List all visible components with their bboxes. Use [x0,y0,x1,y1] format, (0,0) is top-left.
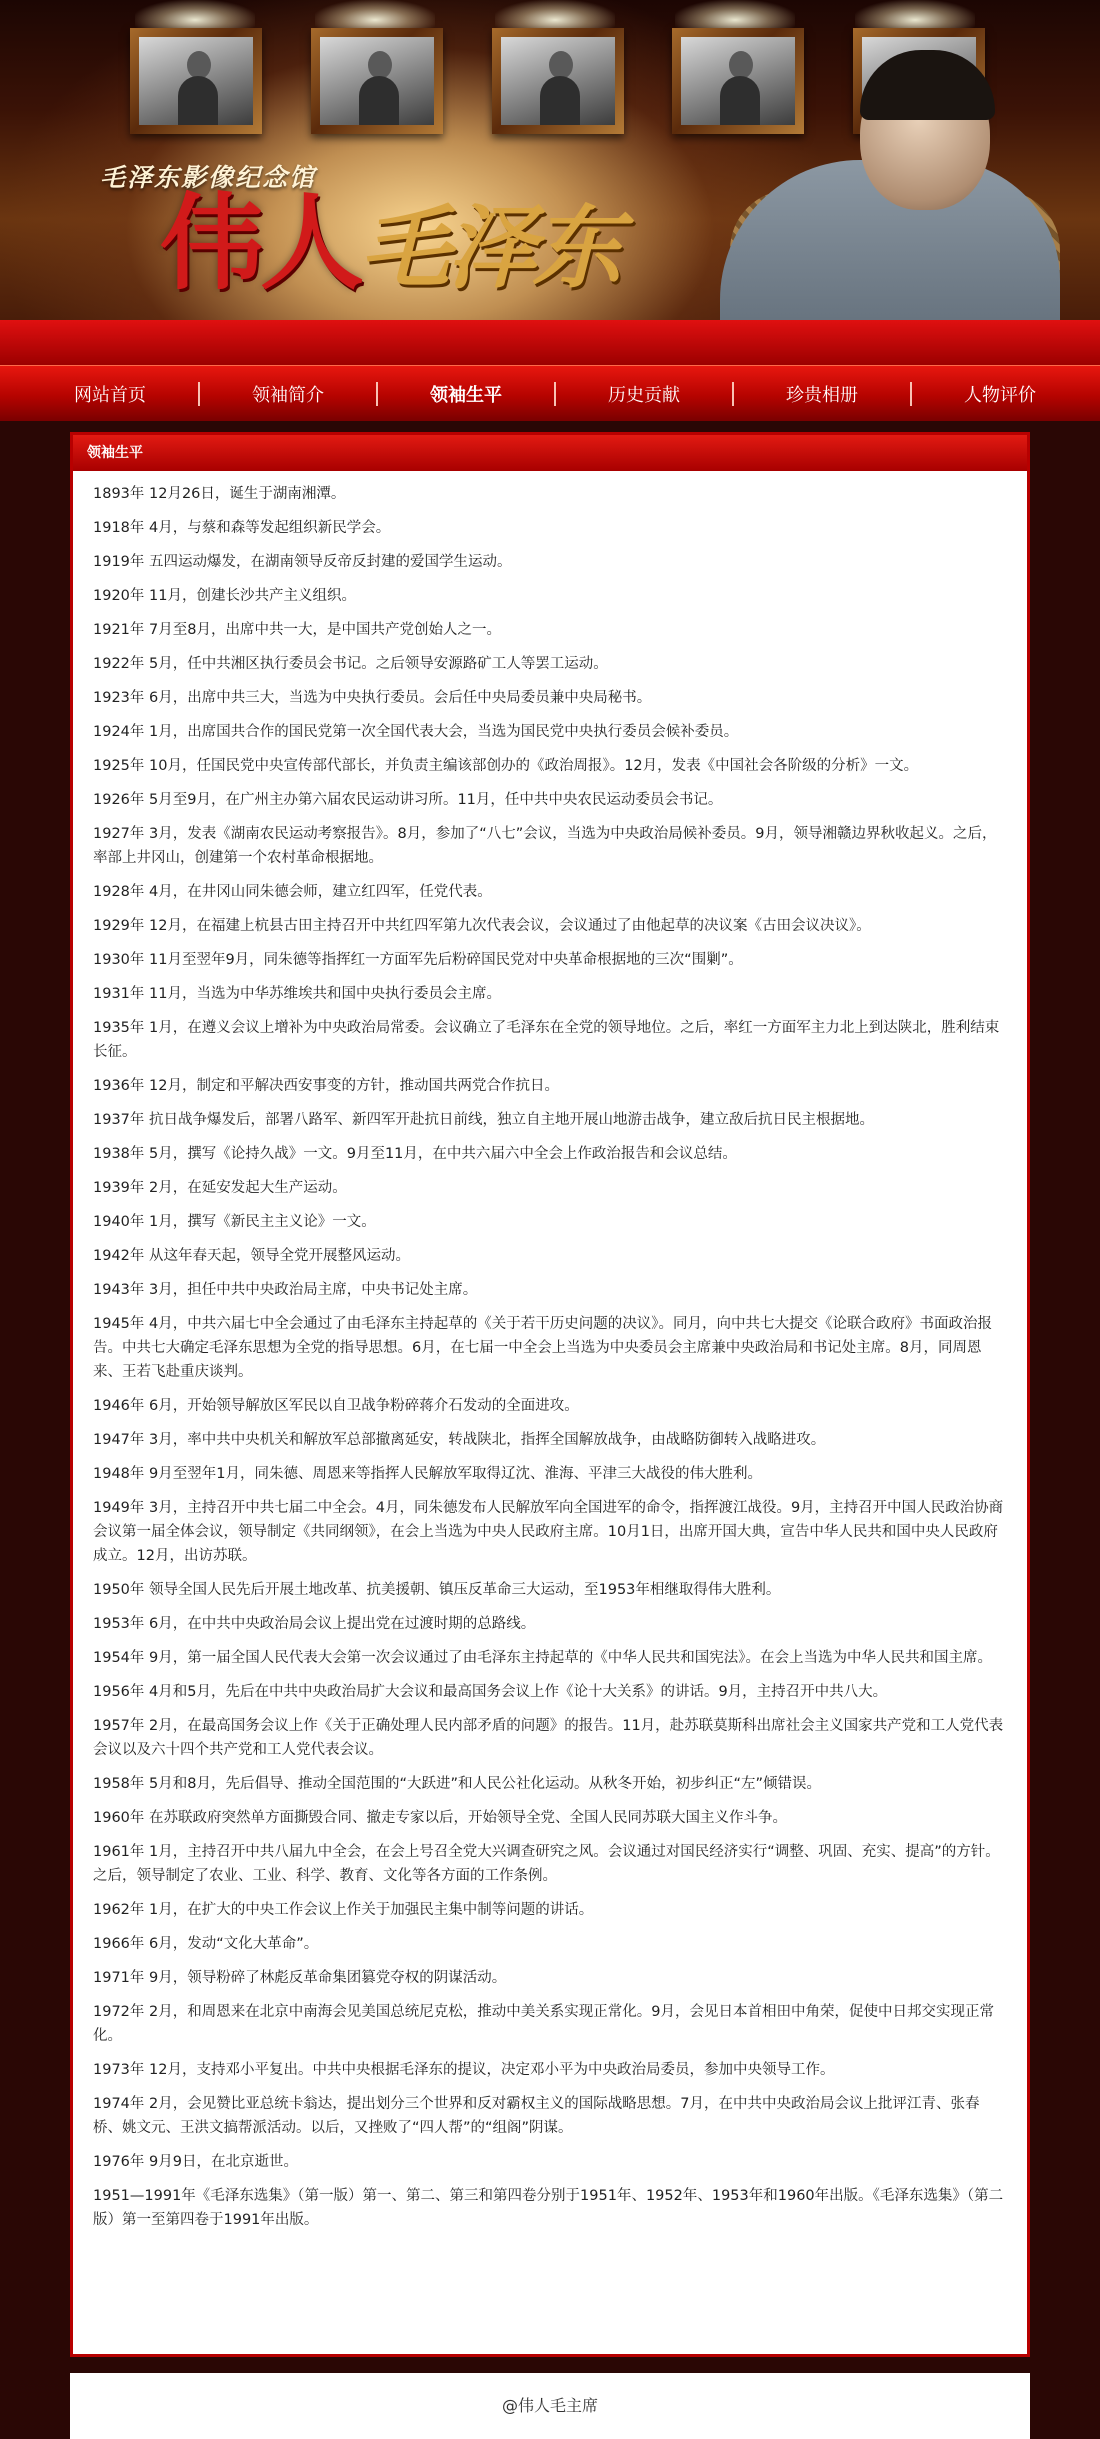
timeline-entry: 1958年 5月和8月，先后倡导、推动全国范围的“大跃进”和人民公社化运动。从秋冬开始，初步纠正“左”倾错误。 [93,1776,822,1792]
timeline-entry: 1931年 11月，当选为中华苏维埃共和国中央执行委员会主席。 [93,986,501,1002]
timeline-entry: 1949年 3月，主持召开中共七届二中全会。4月，同朱德发布人民解放军向全国进军的命令，指挥渡江战役。9月，主持召开中国人民政治协商会议第一届全体会议，领导制定《共同纲领》，在会上当选为中央人民政府主席。10月1日，出席开国大典，宣告中华人民共和国中央人民政府成立。12月，出访苏联。 [93,1500,1004,1564]
timeline-entry: 1948年 9月至翌年1月，同朱德、周恩来等指挥人民解放军取得辽沈、淮海、平津三大战役的伟大胜利。 [93,1466,762,1482]
framed-photo [311,28,443,134]
timeline-entry: 1936年 12月，制定和平解决西安事变的方针，推动国共两党合作抗日。 [93,1078,559,1094]
timeline-entry: 1960年 在苏联政府突然单方面撕毁合同、撤走专家以后，开始领导全党、全国人民同苏联大国主义作斗争。 [93,1810,788,1826]
site-header [0,0,1100,365]
nav-separator [376,382,378,406]
nav-item-profile[interactable]: 领袖简介 [252,384,324,406]
timeline-entry: 1943年 3月，担任中共中央政治局主席，中央书记处主席。 [93,1282,478,1298]
nav-separator [198,382,200,406]
timeline-entry: 1946年 6月，开始领导解放区军民以自卫战争粉碎蒋介石发动的全面进攻。 [93,1398,579,1414]
timeline-entry: 1945年 4月，中共六届七中全会通过了由毛泽东主持起草的《关于若干历史问题的决议》。同月，向中共七大提交《论联合政府》书面政治报告。中共七大确定毛泽东思想为全党的指导思想。6月，在七届一中全会上当选为中央委员会主席兼中央政治局和书记处主席。8月，同周恩来、王若飞赴重庆谈判。 [93,1316,992,1380]
timeline-entry: 1966年 6月，发动“文化大革命”。 [93,1936,319,1952]
portrait-illustration [610,40,1100,365]
timeline-list [73,471,1027,2237]
nav-separator [732,382,734,406]
timeline-entry: 1919年 五四运动爆发，在湖南领导反帝反封建的爱国学生运动。 [93,554,512,570]
timeline-entry: 1924年 1月，出席国共合作的国民党第一次全国代表大会，当选为国民党中央执行委员会候补委员。 [93,724,739,740]
header-ribbon [0,320,1100,365]
timeline-entry: 1921年 7月至8月，出席中共一大，是中国共产党创始人之一。 [93,622,501,638]
timeline-entry: 1940年 1月，撰写《新民主主义论》一文。 [93,1214,376,1230]
nav-separator [554,382,556,406]
timeline-entry: 1923年 6月，出席中共三大，当选为中央执行委员。会后任中央局委员兼中央局秘书。 [93,690,652,706]
timeline-entry: 1920年 11月，创建长沙共产主义组织。 [93,588,356,604]
biography-panel [70,432,1030,2357]
timeline-entry: 1939年 2月，在延安发起大生产运动。 [93,1180,347,1196]
timeline-entry: 1956年 4月和5月，先后在中共中央政治局扩大会议和最高国务会议上作《论十大关系》的讲话。9月，主持召开中共八大。 [93,1684,888,1700]
footer: @伟人毛主席 [70,2373,1030,2439]
timeline-entry: 1922年 5月，任中共湘区执行委员会书记。之后领导安源路矿工人等罢工运动。 [93,656,608,672]
nav-separator [910,382,912,406]
framed-photo [492,28,624,134]
timeline-entry: 1953年 6月，在中共中央政治局会议上提出党在过渡时期的总路线。 [93,1616,536,1632]
timeline-entry: 1928年 4月，在井冈山同朱德会师，建立红四军，任党代表。 [93,884,492,900]
timeline-entry: 1954年 9月，第一届全国人民代表大会第一次会议通过了由毛泽东主持起草的《中华人民共和国宪法》。在会上当选为中华人民共和国主席。 [93,1650,992,1666]
nav-item-home[interactable]: 网站首页 [74,384,146,406]
timeline-entry: 1927年 3月，发表《湖南农民运动考察报告》。8月，参加了“八七”会议，当选为中央政治局候补委员。9月，领导湘赣边界秋收起义。之后，率部上井冈山，创建第一个农村革命根据地。 [93,826,997,866]
timeline-entry: 1938年 5月，撰写《论持久战》一文。9月至11月，在中共六届六中全会上作政治报告和会议总结。 [93,1146,737,1162]
main-nav [0,365,1100,421]
calligraphy-red: 伟人 [160,181,361,304]
timeline-entry: 1942年 从这年春天起，领导全党开展整风运动。 [93,1248,411,1264]
timeline-entry: 1937年 抗日战争爆发后，部署八路军、新四军开赴抗日前线，独立自主地开展山地游击战争，建立敌后抗日民主根据地。 [93,1112,875,1128]
nav-item-contributions[interactable]: 历史贡献 [608,384,680,406]
timeline-entry: 1972年 2月，和周恩来在北京中南海会见美国总统尼克松，推动中美关系实现正常化。9月，会见日本首相田中角荣，促使中日邦交实现正常化。 [93,2004,994,2044]
timeline-entry: 1929年 12月，在福建上杭县古田主持召开中共红四军第九次代表会议，会议通过了由他起草的决议案《古田会议决议》。 [93,918,871,934]
timeline-entry: 1947年 3月，率中共中央机关和解放军总部撤离延安，转战陕北，指挥全国解放战争，由战略防御转入战略进攻。 [93,1432,826,1448]
timeline-entry: 1893年 12月26日，诞生于湖南湘潭。 [93,486,346,502]
calligraphy-logo [160,181,619,304]
timeline-entry: 1976年 9月9日，在北京逝世。 [93,2154,298,2170]
timeline-entry: 1918年 4月，与蔡和森等发起组织新民学会。 [93,520,391,536]
timeline-entry: 1973年 12月，支持邓小平复出。中共中央根据毛泽东的提议，决定邓小平为中央政治局委员，参加中央领导工作。 [93,2062,835,2078]
framed-photo [130,28,262,134]
timeline-entry: 1962年 1月，在扩大的中央工作会议上作关于加强民主集中制等问题的讲话。 [93,1902,594,1918]
calligraphy-gold: 毛泽东 [360,195,619,301]
nav-item-evaluations[interactable]: 人物评价 [964,384,1036,406]
timeline-entry: 1926年 5月至9月，在广州主办第六届农民运动讲习所。11月，任中共中央农民运动委员会书记。 [93,792,723,808]
timeline-entry: 1974年 2月，会见赞比亚总统卡翁达，提出划分三个世界和反对霸权主义的国际战略思想。7月，在中共中央政治局会议上批评江青、张春桥、姚文元、王洪文搞帮派活动。以后，又挫败了“四人帮”的“组阁”阴谋。 [93,2096,980,2136]
timeline-entry: 1925年 10月，任国民党中央宣传部代部长，并负责主编该部创办的《政治周报》。12月，发表《中国社会各阶级的分析》一文。 [93,758,919,774]
timeline-entry: 1950年 领导全国人民先后开展土地改革、抗美援朝、镇压反革命三大运动，至1953年相继取得伟大胜利。 [93,1582,781,1598]
timeline-entry: 1971年 9月，领导粉碎了林彪反革命集团篡党夺权的阴谋活动。 [93,1970,507,1986]
timeline-entry: 1961年 1月，主持召开中共八届九中全会，在会上号召全党大兴调查研究之风。会议通过对国民经济实行“调整、巩固、充实、提高”的方针。之后，领导制定了农业、工业、科学、教育、文化等各方面的工作条例。 [93,1844,1000,1884]
nav-item-biography[interactable]: 领袖生平 [430,384,502,406]
timeline-entry: 1935年 1月，在遵义会议上增补为中央政治局常委。会议确立了毛泽东在全党的领导地位。之后，率红一方面军主力北上到达陕北，胜利结束长征。 [93,1020,1000,1060]
timeline-entry: 1930年 11月至翌年9月，同朱德等指挥红一方面军先后粉碎国民党对中央革命根据地的三次“围剿”。 [93,952,743,968]
museum-name: 毛泽东影像纪念馆 [100,163,317,192]
timeline-entry: 1957年 2月，在最高国务会议上作《关于正确处理人民内部矛盾的问题》的报告。11月，赴苏联莫斯科出席社会主义国家共产党和工人党代表会议以及六十四个共产党和工人党代表会议。 [93,1718,1004,1758]
panel-title: 领袖生平 [73,435,1027,471]
nav-item-albums[interactable]: 珍贵相册 [786,384,858,406]
timeline-entry: 1951—1991年《毛泽东选集》（第一版）第一、第二、第三和第四卷分别于1951年、1952年、1953年和1960年出版。《毛泽东选集》（第二版）第一至第四卷于1991年出版。 [93,2188,1004,2228]
